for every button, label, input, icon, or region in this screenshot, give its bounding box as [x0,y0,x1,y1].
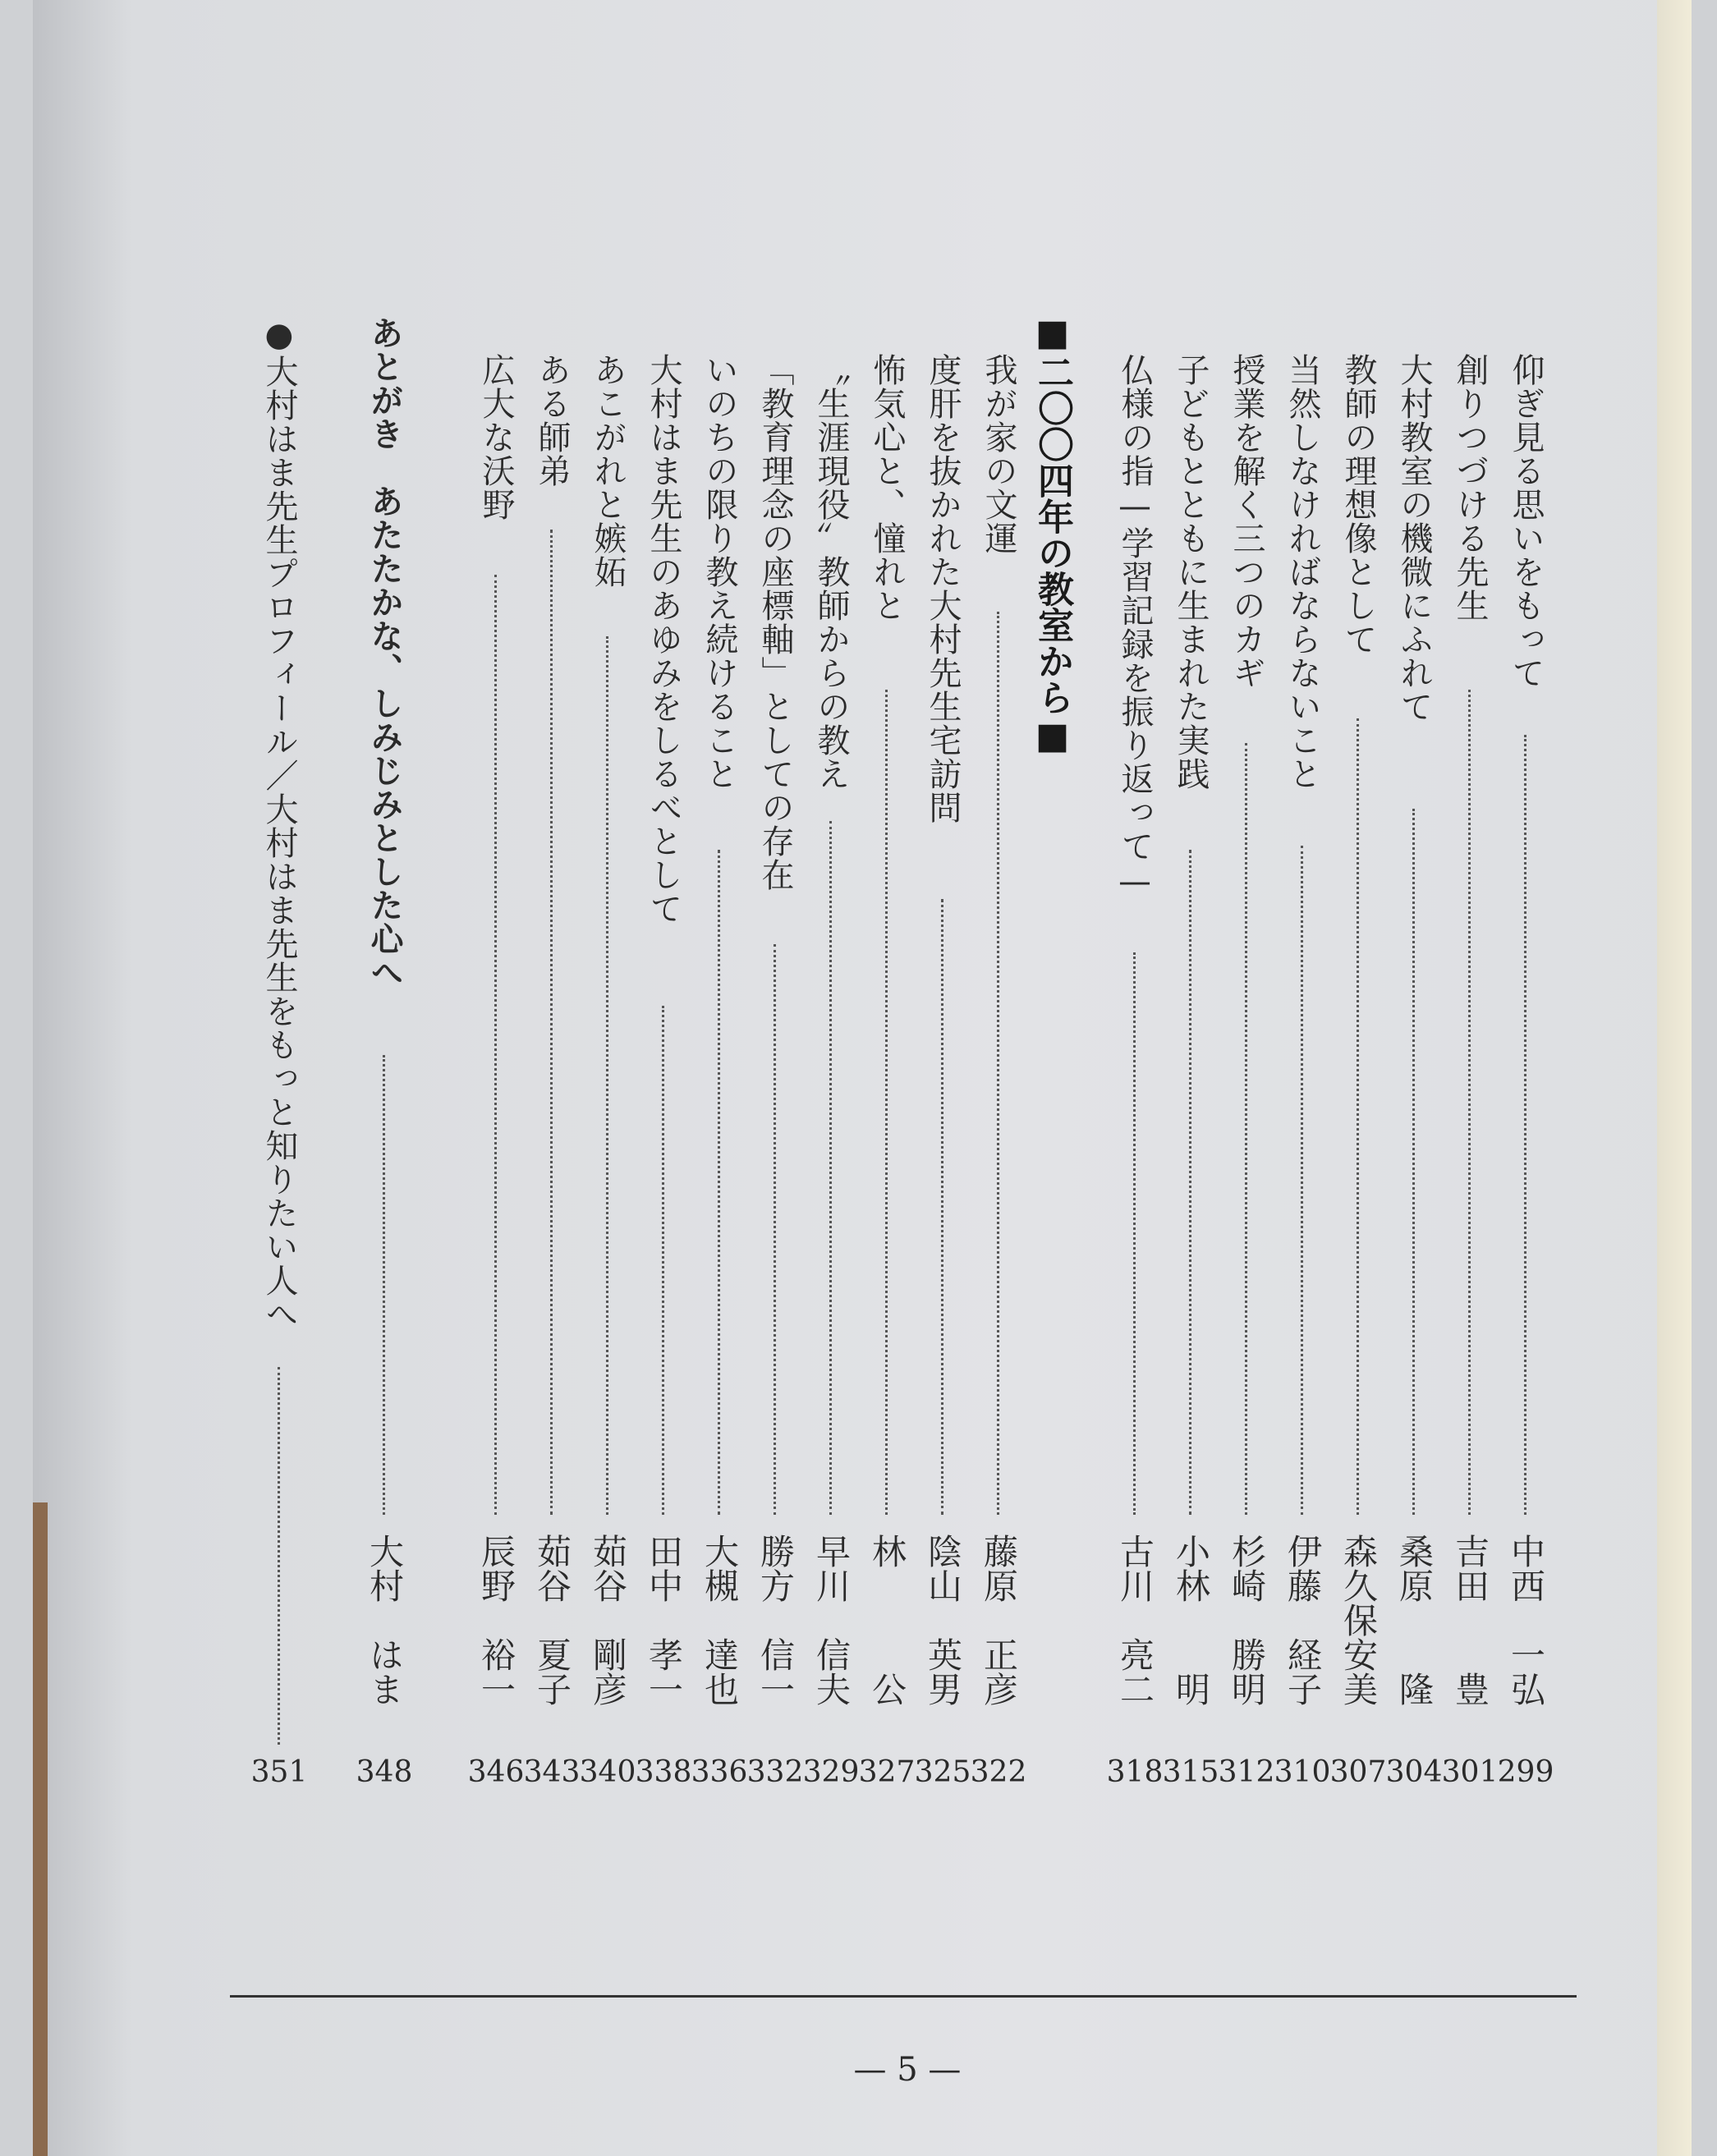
leader-dots [1412,809,1415,1515]
entry-title: 「教育理念の座標軸」としての存在 [756,353,794,892]
toc-entry[interactable] [1329,0,1387,2156]
entry-page: 346 [467,1755,525,1789]
leader-dots [997,612,999,1515]
entry-page: 327 [858,1755,916,1789]
entry-title: 我が家の文運 [980,353,1017,555]
entry-page: 312 [1218,1755,1275,1789]
entry-author: 早川 信夫 [811,1534,852,1706]
entry-title: ある師弟 [533,353,571,488]
entry-title: 創りつづける先生 [1451,353,1489,622]
toc-entry[interactable] [467,0,525,2156]
entry-author: 古川 亮二 [1115,1534,1155,1706]
toc-entry[interactable] [802,0,860,2156]
entry-author: 勝方 信一 [755,1534,796,1706]
leader-dots [606,636,608,1515]
entry-author: 藤原 正彦 [979,1534,1019,1706]
entry-page: 340 [579,1755,636,1789]
leader-dots [278,1367,280,1745]
leader-dots [550,530,553,1515]
entry-title: 当然しなければならないこと [1283,353,1321,791]
entry-title: 教師の理想像として [1339,353,1377,656]
entry-title: 仰ぎ見る思いをもって [1507,353,1545,690]
entry-page: 322 [970,1755,1027,1789]
entry-author: 森久保安美 [1338,1534,1379,1706]
entry-author: 茹谷 剛彦 [588,1534,628,1706]
entry-title: 広大な沃野 [477,353,515,521]
entry-title: あとがき あたたかな、しみじみとした心へ [365,316,403,989]
entry-page: 338 [635,1755,692,1789]
entry-page: 304 [1385,1755,1443,1789]
toc-entry-afterword[interactable] [356,0,413,2156]
leader-dots [662,1006,664,1515]
book-page [33,0,1692,2156]
section-heading: ■二〇〇四年の教室から■ [1031,312,1073,757]
entry-page: 351 [250,1755,308,1789]
leader-dots [494,575,497,1515]
toc-entry[interactable] [691,0,748,2156]
entry-page: 348 [356,1755,413,1789]
leader-dots [383,1055,385,1515]
entry-author: 田中 孝一 [644,1534,684,1706]
toc-entry[interactable] [1218,0,1275,2156]
entry-page: 315 [1162,1755,1219,1789]
toc-entry[interactable] [1274,0,1331,2156]
leader-dots [1189,850,1191,1515]
toc-entry[interactable] [1385,0,1443,2156]
entry-title: 授業を解く三つのカギ [1228,353,1265,690]
entry-title: 度肝を抜かれた大村先生宅訪問 [924,353,962,824]
entry-page: 299 [1497,1755,1554,1789]
toc-entry[interactable] [914,0,971,2156]
entry-page: 325 [914,1755,971,1789]
entry-author: 吉田 豊 [1450,1534,1490,1706]
toc-entry[interactable] [1497,0,1554,2156]
entry-title: あこがれと嫉妬 [589,353,627,589]
leader-dots [1468,690,1471,1515]
entry-title: ●大村はま先生プロフィール／大村はま先生をもっと知りたい人へ [260,316,298,1331]
entry-author: 小林 明 [1171,1534,1211,1706]
entry-title: いのちの限り教え続けること [700,353,738,791]
entry-title: 仏様の指—学習記録を振り返って— [1116,353,1154,901]
entry-author: 大槻 達也 [700,1534,740,1706]
entry-title: 〝生涯現役〟教師からの教え [812,353,850,791]
entry-page: 332 [746,1755,804,1789]
toc-entry[interactable] [523,0,581,2156]
entry-author: 杉崎 勝明 [1227,1534,1267,1706]
entry-title: 大村はま先生のあゆみをしるべとして [645,353,682,925]
entry-author: 中西 一弘 [1506,1534,1546,1706]
entry-page: 310 [1274,1755,1331,1789]
leader-dots [1357,718,1359,1515]
entry-page: 307 [1329,1755,1387,1789]
entry-page: 336 [691,1755,748,1789]
toc-entry[interactable] [1162,0,1219,2156]
leader-dots [829,821,832,1515]
leader-dots [1245,743,1247,1515]
leader-dots [1133,952,1136,1515]
entry-author: 陰山 英男 [923,1534,963,1706]
entry-author: 辰野 裕一 [476,1534,516,1706]
entry-title: 怖気心と、憧れと [868,353,906,622]
toc-entry[interactable] [1441,0,1499,2156]
table-surface [33,1502,48,2156]
entry-title: 大村教室の機微にふれて [1395,353,1433,723]
toc-entry[interactable] [635,0,692,2156]
entry-title: 子どもとともに生まれた実践 [1172,353,1210,791]
leader-dots [941,899,943,1515]
entry-page: 343 [523,1755,581,1789]
entry-author: 林 公 [867,1534,907,1706]
entry-author: 大村 はま [365,1534,405,1706]
entry-author: 伊藤 経子 [1283,1534,1323,1706]
entry-author: 桑原 隆 [1394,1534,1435,1706]
toc-entry[interactable] [1106,0,1164,2156]
leader-dots [774,944,776,1515]
toc-entry[interactable] [579,0,636,2156]
footer-rule [230,1995,1577,1998]
toc-entry[interactable] [746,0,804,2156]
leader-dots [885,690,888,1515]
entry-page: 301 [1441,1755,1499,1789]
entry-page: 318 [1106,1755,1164,1789]
page-folio: — 5 — [853,2051,962,2089]
entry-page: 329 [802,1755,860,1789]
entry-author: 茹谷 夏子 [532,1534,572,1706]
toc-entry[interactable] [858,0,916,2156]
toc-entry-profile[interactable] [250,0,308,2156]
adjacent-page-edge [1657,0,1692,2156]
toc-entry[interactable] [970,0,1027,2156]
leader-dots [1524,735,1526,1515]
leader-dots [718,850,720,1515]
leader-dots [1301,846,1303,1515]
